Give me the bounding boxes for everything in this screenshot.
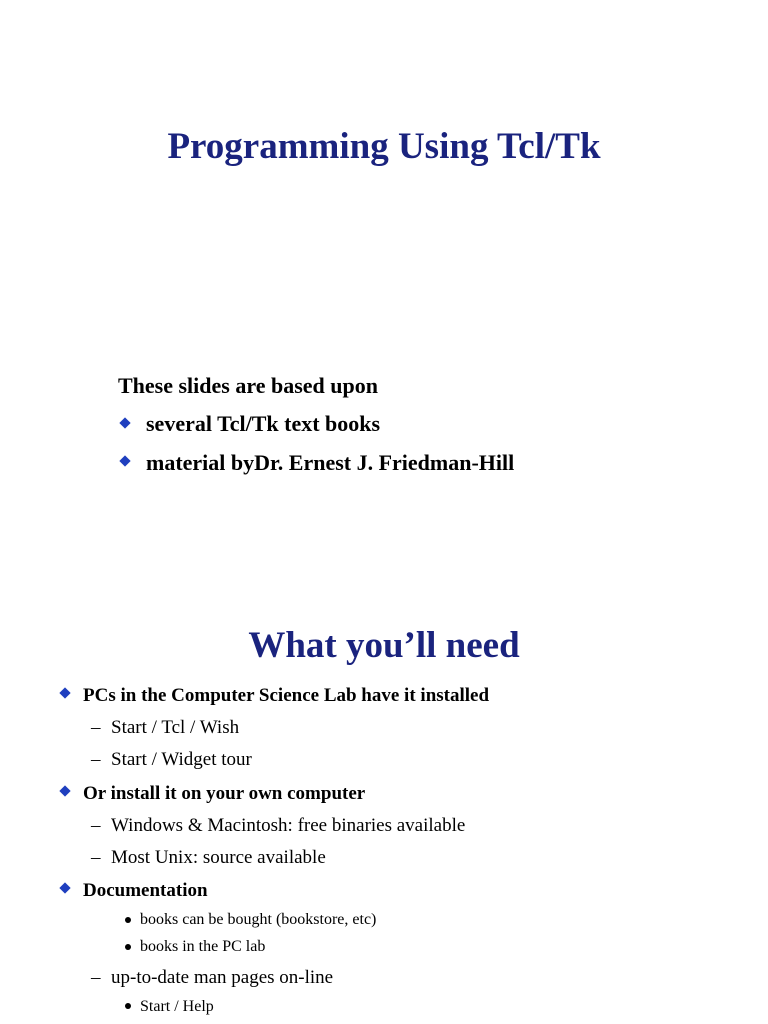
list-item-install: Or install it on your own computer	[83, 783, 366, 804]
dot-bullet-icon	[125, 917, 131, 923]
dash-bullet-icon: –	[91, 847, 101, 868]
dot-item-start-help: Start / Help	[140, 998, 214, 1015]
diamond-bullet-icon	[59, 882, 70, 893]
dash-bullet-icon: –	[91, 815, 101, 836]
dot-bullet-icon	[125, 1003, 131, 1009]
sub-item-widget-tour: – Start / Widget tour	[91, 749, 252, 770]
sub-item-windows-mac: – Windows & Macintosh: free binaries available	[91, 815, 466, 836]
dot-item-books-bought: books can be bought (bookstore, etc)	[140, 911, 377, 928]
dot-bullet-icon	[125, 944, 131, 950]
dash-bullet-icon: –	[91, 717, 101, 738]
diamond-bullet-icon	[119, 417, 130, 428]
dot-item-books-lab: books in the PC lab	[140, 938, 266, 955]
slide1-bullet-2: material byDr. Ernest J. Friedman-Hill	[146, 450, 515, 475]
slide1-title: Programming Using Tcl/Tk	[167, 126, 601, 167]
list-item-pcs-lab: PCs in the Computer Science Lab have it installed	[83, 685, 490, 706]
dash-bullet-icon: –	[91, 749, 101, 770]
sub-item-unix: – Most Unix: source available	[91, 847, 326, 868]
slide1-intro: These slides are based upon	[118, 373, 378, 398]
sub-item-start-wish: – Start / Tcl / Wish	[91, 717, 240, 738]
diamond-bullet-icon	[59, 687, 70, 698]
dash-bullet-icon: –	[91, 967, 101, 988]
diamond-bullet-icon	[119, 455, 130, 466]
slide2-title: What you’ll need	[248, 625, 520, 666]
sub-item-man-pages: – up-to-date man pages on-line	[91, 967, 334, 988]
slide1-bullet-1: several Tcl/Tk text books	[146, 411, 381, 436]
list-item-documentation: Documentation	[83, 880, 208, 901]
diamond-bullet-icon	[59, 785, 70, 796]
